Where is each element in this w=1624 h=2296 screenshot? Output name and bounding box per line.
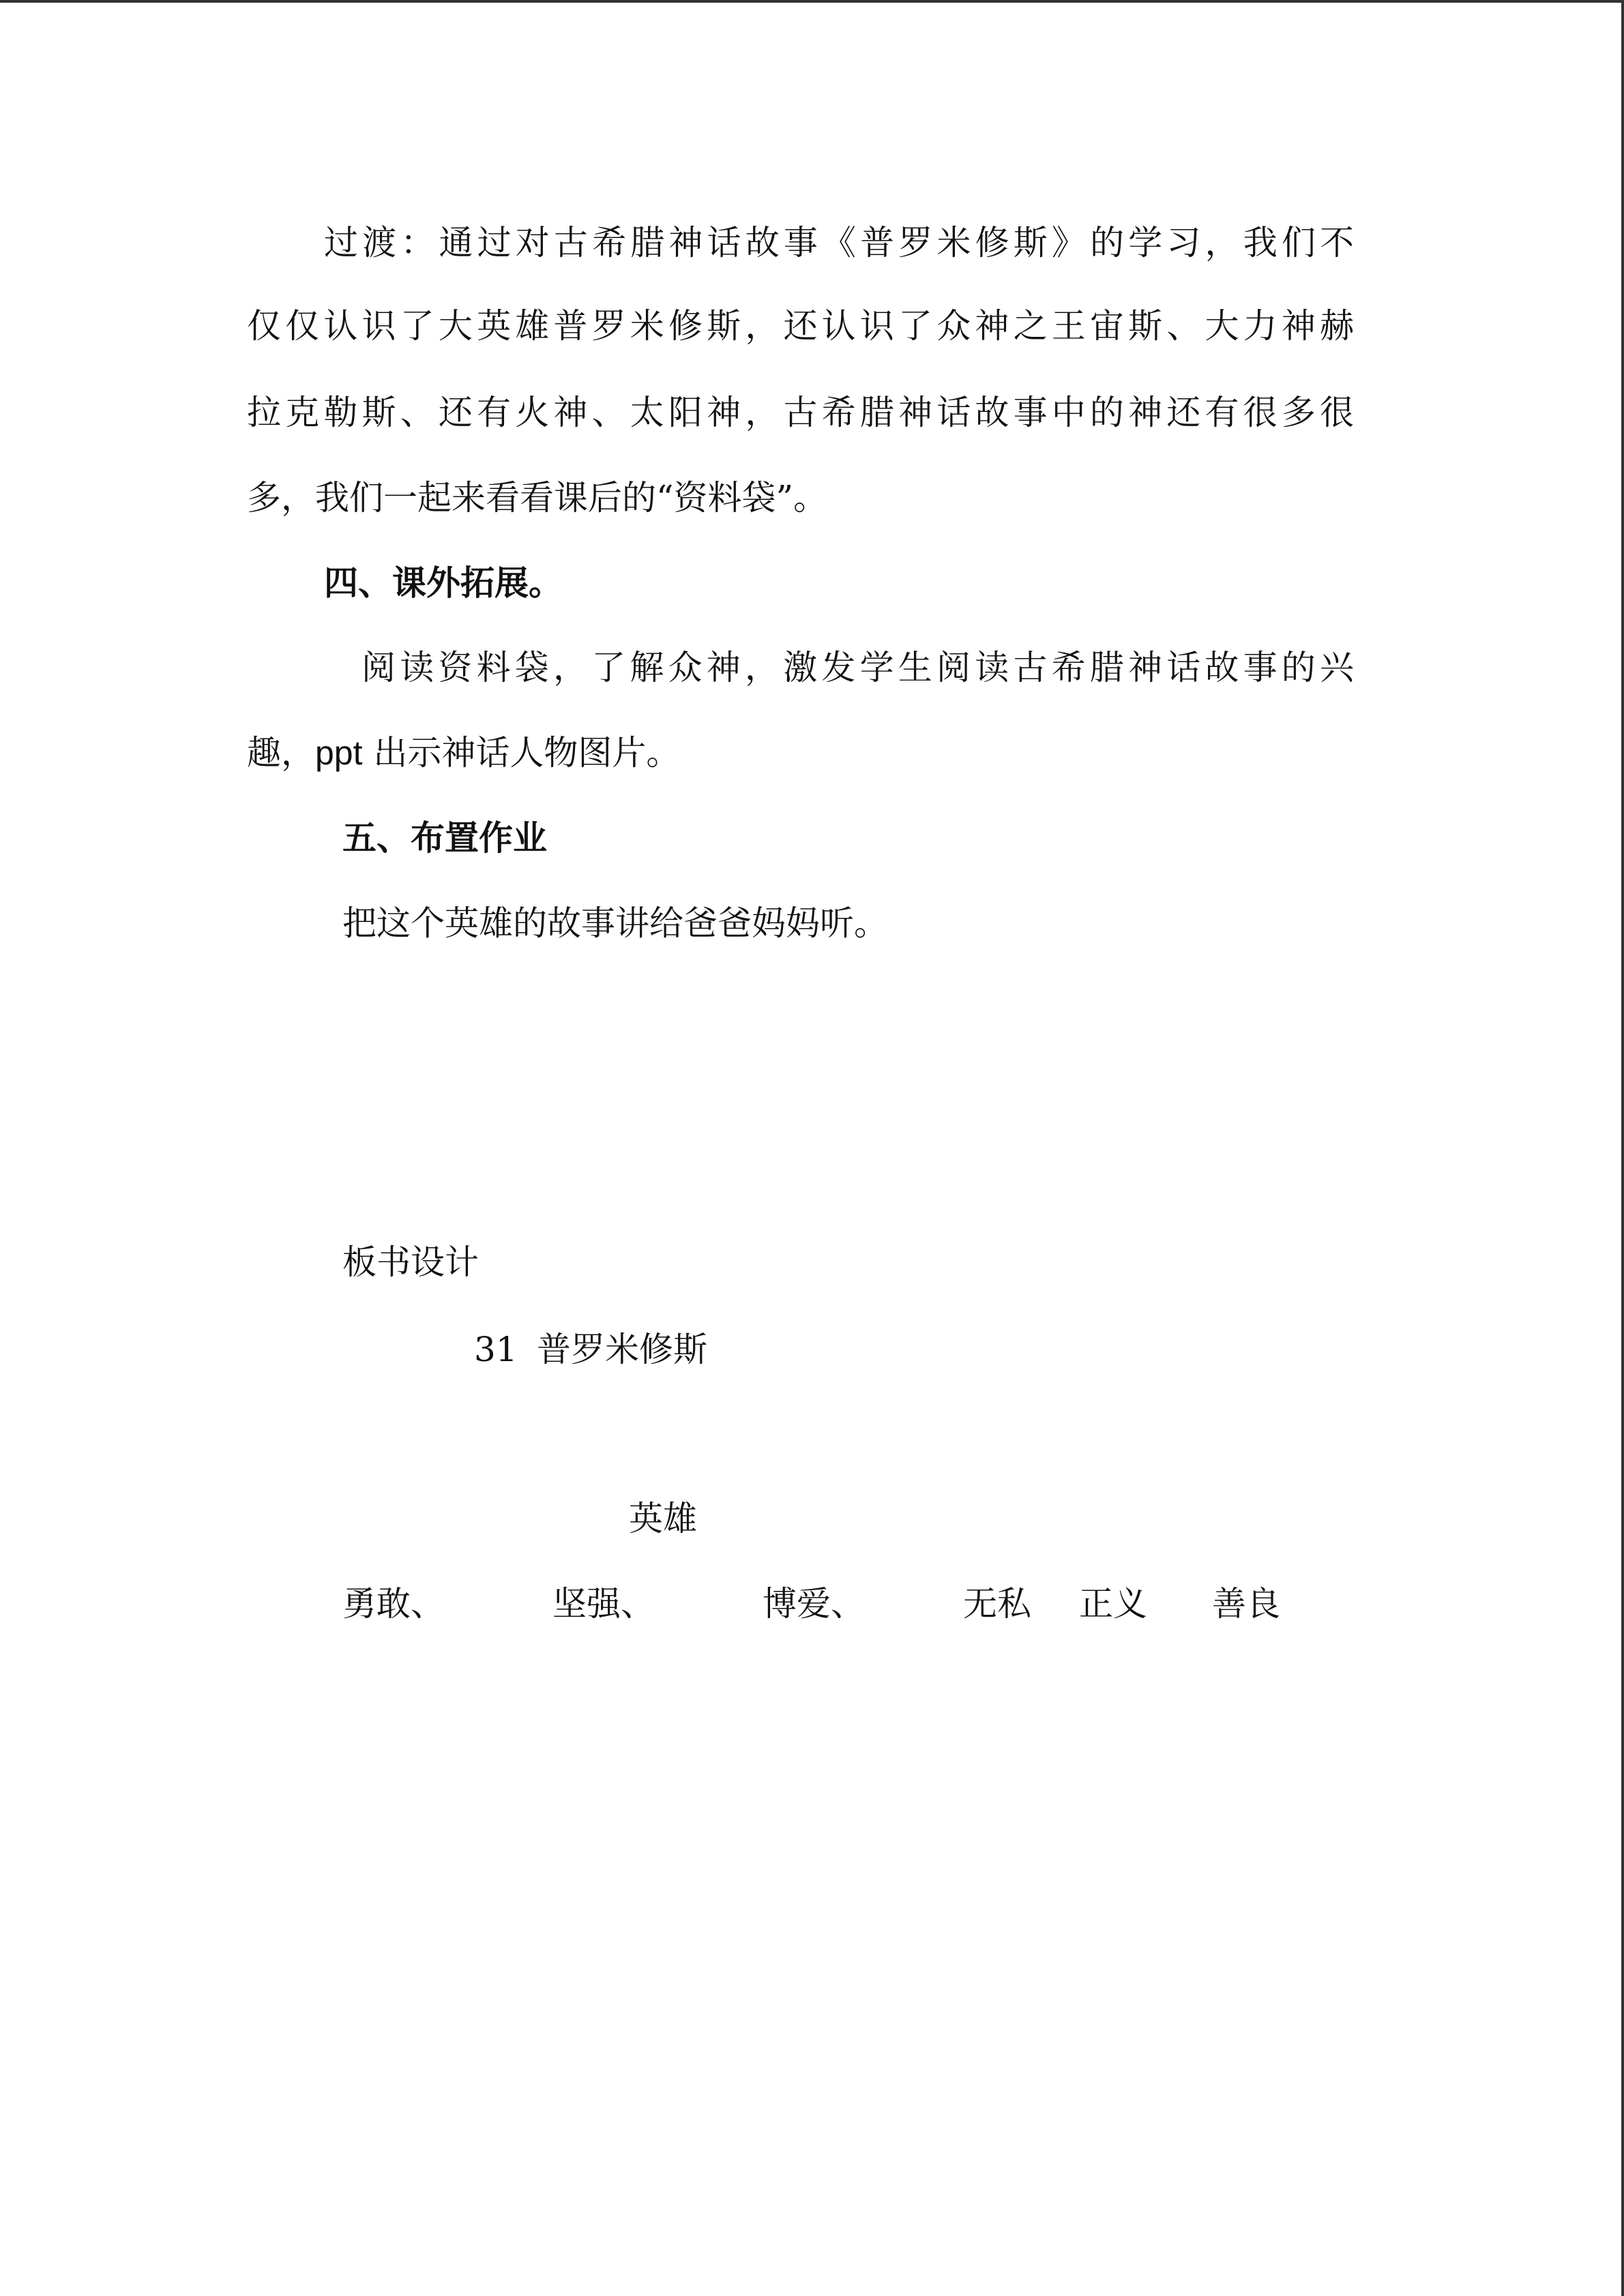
section-4-line-2 [247,729,680,777]
board-trait-1: 勇敢、 [342,1584,445,1624]
board-trait-3: 博爱、 [763,1584,865,1624]
transition-line-4: 多，我们一起来看看课后的“资料袋”。 [247,478,828,518]
board-trait-2: 坚强、 [552,1584,655,1624]
transition-line-1: 过渡：通过对古希腊神话故事《普罗米修斯》的学习，我们不 [324,223,1354,263]
section-5-body: 把这个英雄的故事讲给爸爸妈妈听。 [342,904,888,943]
board-design-label: 板书设计 [342,1242,479,1282]
section-4-line-1: 阅读资料袋，了解众神，激发学生阅读古希腊神话故事的兴 [361,648,1354,687]
section-4-line-2-end: 出示神话人物图片。 [362,733,681,773]
board-lesson-title: 普罗米修斯 [537,1330,707,1369]
section-4-line-2-start: 趣， [247,733,315,773]
board-trait-5: 正义 [1079,1584,1147,1624]
board-trait-4: 无私 [963,1584,1031,1624]
section-4-heading: 四、课外拓展。 [324,563,563,603]
board-trait-6: 善良 [1212,1584,1280,1624]
transition-line-2: 仅仅认识了大英雄普罗米修斯，还认识了众神之王宙斯、大力神赫 [247,306,1354,346]
transition-line-3: 拉克勒斯、还有火神、太阳神，古希腊神话故事中的神还有很多很 [247,393,1354,432]
section-4-ppt-text: ppt [315,734,363,772]
section-5-heading: 五、布置作业 [342,818,547,858]
board-lesson-number: 31 [474,1330,518,1369]
board-center-word: 英雄 [629,1499,697,1538]
